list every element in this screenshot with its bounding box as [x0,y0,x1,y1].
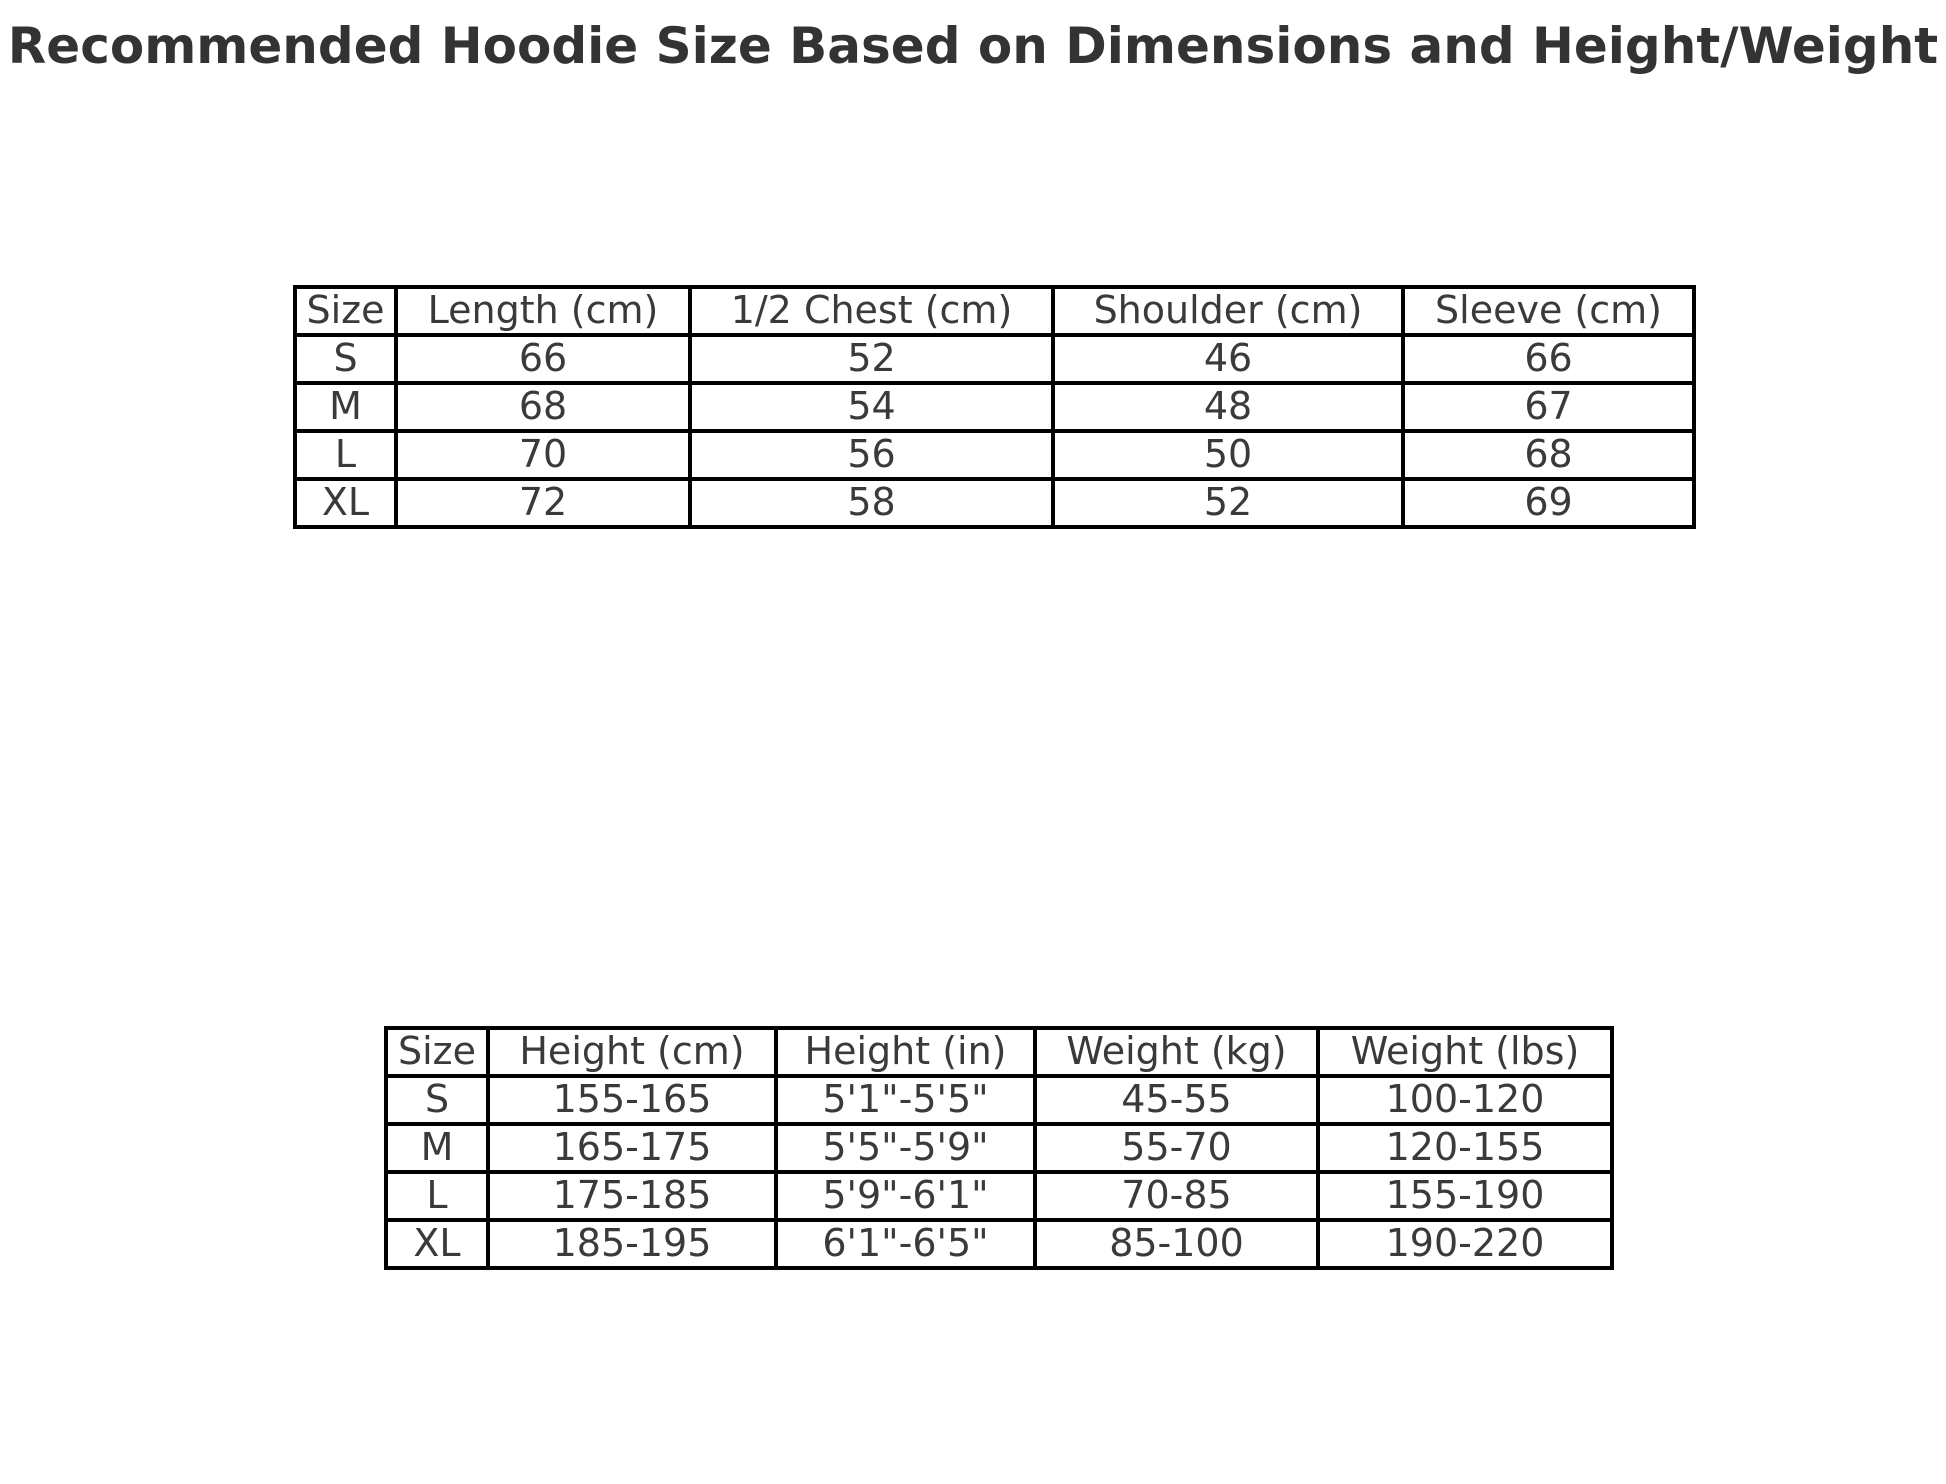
table-header-row [295,287,1694,335]
table-cell: 100-120 [1318,1076,1612,1124]
table-cell: M [295,383,396,431]
column-header-height-cm: Height (cm) [488,1028,776,1076]
table-cell: 72 [396,479,690,527]
table-header-row [386,1028,1612,1076]
table-cell: S [386,1076,488,1124]
table-cell: 56 [690,431,1053,479]
table-cell: 70 [396,431,690,479]
table-cell: 54 [690,383,1053,431]
table-cell: 58 [690,479,1053,527]
dimensions-table [293,285,1696,529]
table-cell: 185-195 [488,1220,776,1268]
table-cell: 46 [1053,335,1403,383]
table-cell: 69 [1403,479,1694,527]
table-cell: 50 [1053,431,1403,479]
table-cell: S [295,335,396,383]
table-cell: 66 [1403,335,1694,383]
table-cell: 68 [396,383,690,431]
column-header-weight-lbs: Weight (lbs) [1318,1028,1612,1076]
table-cell: 70-85 [1035,1172,1318,1220]
table-cell: XL [295,479,396,527]
table-cell: 85-100 [1035,1220,1318,1268]
table-row-m [295,383,1694,431]
table-cell: 48 [1053,383,1403,431]
table-cell: L [386,1172,488,1220]
table-cell: 165-175 [488,1124,776,1172]
column-header-size: Size [386,1028,488,1076]
table-cell: M [386,1124,488,1172]
table-cell: 66 [396,335,690,383]
table-cell: 67 [1403,383,1694,431]
table-row-l [386,1172,1612,1220]
table-cell: 120-155 [1318,1124,1612,1172]
table-cell: 45-55 [1035,1076,1318,1124]
table-cell: XL [386,1220,488,1268]
table-cell: 5'5"-5'9" [776,1124,1035,1172]
table-cell: 52 [690,335,1053,383]
table-cell: 55-70 [1035,1124,1318,1172]
table-row-xl [295,479,1694,527]
column-header-length: Length (cm) [396,287,690,335]
table-cell: 5'1"-5'5" [776,1076,1035,1124]
page-title: Recommended Hoodie Size Based on Dimensions and Height/Weight [7,17,1939,75]
column-header-sleeve: Sleeve (cm) [1403,287,1694,335]
table-row-s [386,1076,1612,1124]
table-row-s [295,335,1694,383]
table-cell: 6'1"-6'5" [776,1220,1035,1268]
table-cell: 52 [1053,479,1403,527]
column-header-weight-kg: Weight (kg) [1035,1028,1318,1076]
table-cell: 155-165 [488,1076,776,1124]
height-weight-table [384,1026,1614,1270]
table-cell: 190-220 [1318,1220,1612,1268]
table-row-l [295,431,1694,479]
table-cell: L [295,431,396,479]
table-row-xl [386,1220,1612,1268]
table-row-m [386,1124,1612,1172]
column-header-height-in: Height (in) [776,1028,1035,1076]
table-cell: 155-190 [1318,1172,1612,1220]
column-header-half-chest: 1/2 Chest (cm) [690,287,1053,335]
table-cell: 175-185 [488,1172,776,1220]
table-cell: 68 [1403,431,1694,479]
table-cell: 5'9"-6'1" [776,1172,1035,1220]
column-header-size: Size [295,287,396,335]
column-header-shoulder: Shoulder (cm) [1053,287,1403,335]
